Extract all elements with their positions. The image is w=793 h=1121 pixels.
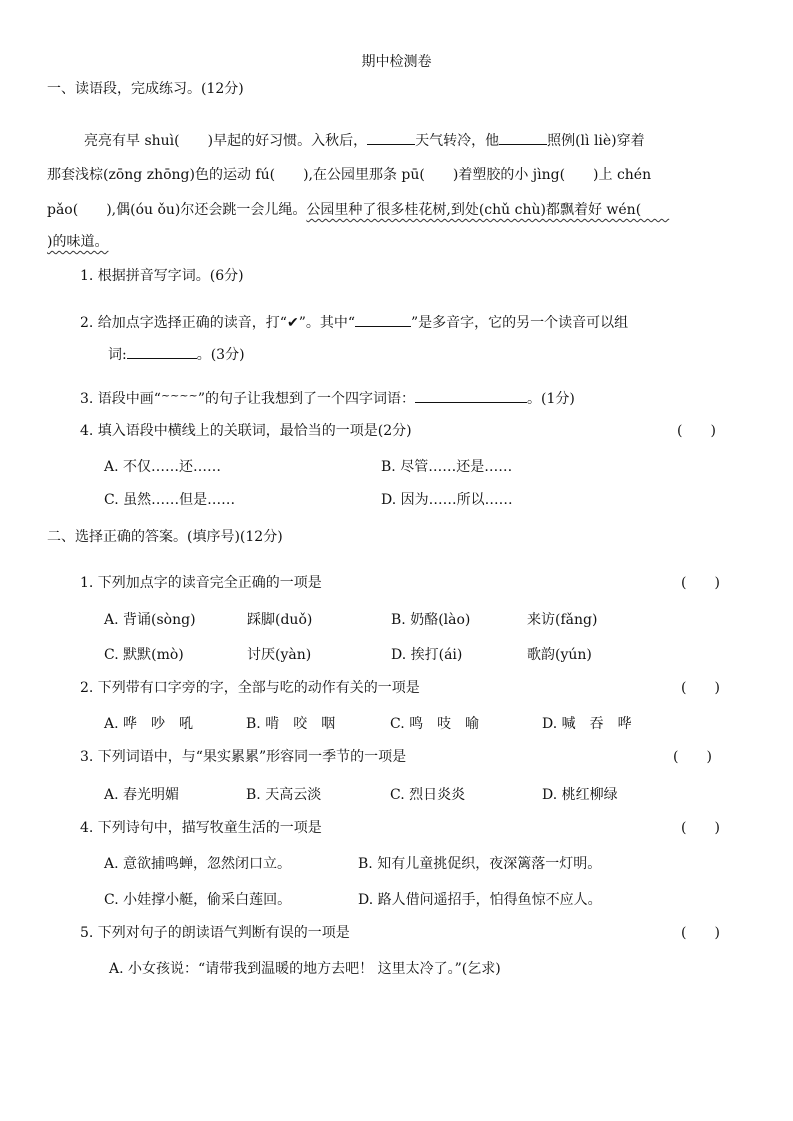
- question-text: 词:: [108, 347, 127, 363]
- question-text: ”的句子让我想到了一个四字词语：: [197, 391, 416, 407]
- passage-text: 天气转冷，他: [415, 133, 500, 149]
- section-1-heading: 一、读语段，完成练习。(12分): [47, 81, 244, 97]
- option-b[interactable]: B. 知有儿童挑促织，夜深篱落一灯明。: [358, 856, 602, 872]
- answer-paren[interactable]: ( ): [681, 925, 720, 941]
- option-d[interactable]: D. 喊 吞 哗: [542, 716, 632, 732]
- question-text: ”是多音字，它的另一个读音可以组: [411, 315, 629, 331]
- option-a[interactable]: A. 小女孩说：“请带我到温暖的地方去吧！ 这里太冷了。”(乞求): [109, 961, 501, 977]
- option-b[interactable]: B. 尽管……还是……: [381, 459, 513, 475]
- passage-line-2: 那套浅棕(zōng zhōng)色的运动 fú( ),在公园里那条 pū( )着塑胶的小 jìng( )上 chén: [47, 167, 652, 183]
- answer-paren[interactable]: ( ): [681, 575, 720, 591]
- passage-text: 亮亮有早 shuì( )早起的好习惯。入秋后，: [84, 133, 368, 149]
- passage-text: pǎo( ),偶(óu ǒu)尔还会跳一会儿绳。: [47, 202, 307, 218]
- option-b[interactable]: B. 奶酪(lào): [391, 612, 471, 628]
- option-a[interactable]: A. 春光明媚: [104, 787, 180, 803]
- option-a[interactable]: A. 意欲捕鸣蝉，忽然闭口立。: [104, 856, 292, 872]
- s1-question-1: 1. 根据拼音写字词。(6分): [80, 268, 244, 284]
- option-b[interactable]: B. 啃 咬 咽: [246, 716, 336, 732]
- answer-blank[interactable]: [127, 346, 197, 359]
- answer-blank[interactable]: [367, 132, 415, 145]
- option-a[interactable]: A. 哗 吵 吼: [104, 716, 194, 732]
- answer-paren[interactable]: ( ): [681, 820, 720, 836]
- s2-question-3: 3. 下列词语中，与“果实累累”形容同一季节的一项是: [80, 749, 407, 765]
- option-a-word-2: 踩脚(duǒ): [247, 612, 313, 628]
- section-2-heading: 二、选择正确的答案。(填序号)(12分): [47, 529, 283, 545]
- answer-blank[interactable]: [355, 314, 411, 327]
- option-b[interactable]: B. 天高云淡: [246, 787, 322, 803]
- question-text: 2. 给加点字选择正确的读音，打“✔”。其中“: [80, 315, 356, 331]
- question-text: 。(3分): [196, 347, 245, 363]
- option-a[interactable]: A. 不仅……还……: [104, 459, 222, 475]
- answer-blank[interactable]: [499, 132, 547, 145]
- option-c[interactable]: C. 烈日炎炎: [390, 787, 466, 803]
- option-c[interactable]: C. 默默(mò): [104, 647, 184, 663]
- answer-blank[interactable]: [415, 390, 527, 403]
- option-d[interactable]: D. 因为……所以……: [381, 492, 513, 508]
- s1-question-4: 4. 填入语段中横线上的关联词，最恰当的一项是(2分): [80, 423, 412, 439]
- option-c[interactable]: C. 虽然……但是……: [104, 492, 236, 508]
- wavy-sentence: 公园里种了很多桂花树,到处(chǔ chù)都飘着好 wén(: [306, 202, 670, 218]
- option-d[interactable]: D. 路人借问遥招手，怕得鱼惊不应人。: [358, 892, 602, 908]
- option-d[interactable]: D. 桃红柳绿: [542, 787, 618, 803]
- option-c[interactable]: C. 鸣 吱 喻: [390, 716, 480, 732]
- question-text: 3. 语段中画“: [80, 391, 161, 407]
- option-c-word-2: 讨厌(yàn): [247, 647, 312, 663]
- s2-question-4: 4. 下列诗句中，描写牧童生活的一项是: [80, 820, 322, 836]
- s1-question-2: [80, 314, 628, 330]
- wavy-sentence: )的味道。: [47, 234, 109, 250]
- s1-question-2-cont: [108, 346, 245, 362]
- page-title: 期中检测卷: [361, 54, 432, 70]
- option-d[interactable]: D. 挨打(ái): [391, 647, 463, 663]
- option-c[interactable]: C. 小娃撑小艇，偷采白莲回。: [104, 892, 292, 908]
- passage-line-4: [47, 235, 108, 249]
- question-text: 。(1分): [527, 391, 575, 407]
- option-b-word-2: 来访(fǎng): [527, 612, 598, 628]
- passage-text: 照例(lì liè)穿着: [547, 133, 645, 149]
- passage-line-3: [47, 203, 669, 217]
- option-a[interactable]: A. 背诵(sòng): [104, 612, 196, 628]
- wavy-mark: ~~~~: [160, 389, 198, 402]
- answer-paren[interactable]: ( ): [677, 423, 716, 439]
- option-d-word-2: 歌韵(yún): [527, 647, 592, 663]
- s2-question-5: 5. 下列对句子的朗读语气判断有误的一项是: [80, 925, 350, 941]
- s2-question-2: 2. 下列带有口字旁的字，全部与吃的动作有关的一项是: [80, 680, 420, 696]
- answer-paren[interactable]: ( ): [673, 749, 712, 765]
- s2-question-1: 1. 下列加点字的读音完全正确的一项是: [80, 575, 322, 591]
- s1-question-3: [80, 390, 575, 406]
- answer-paren[interactable]: ( ): [681, 680, 720, 696]
- passage-line-1: [84, 132, 645, 148]
